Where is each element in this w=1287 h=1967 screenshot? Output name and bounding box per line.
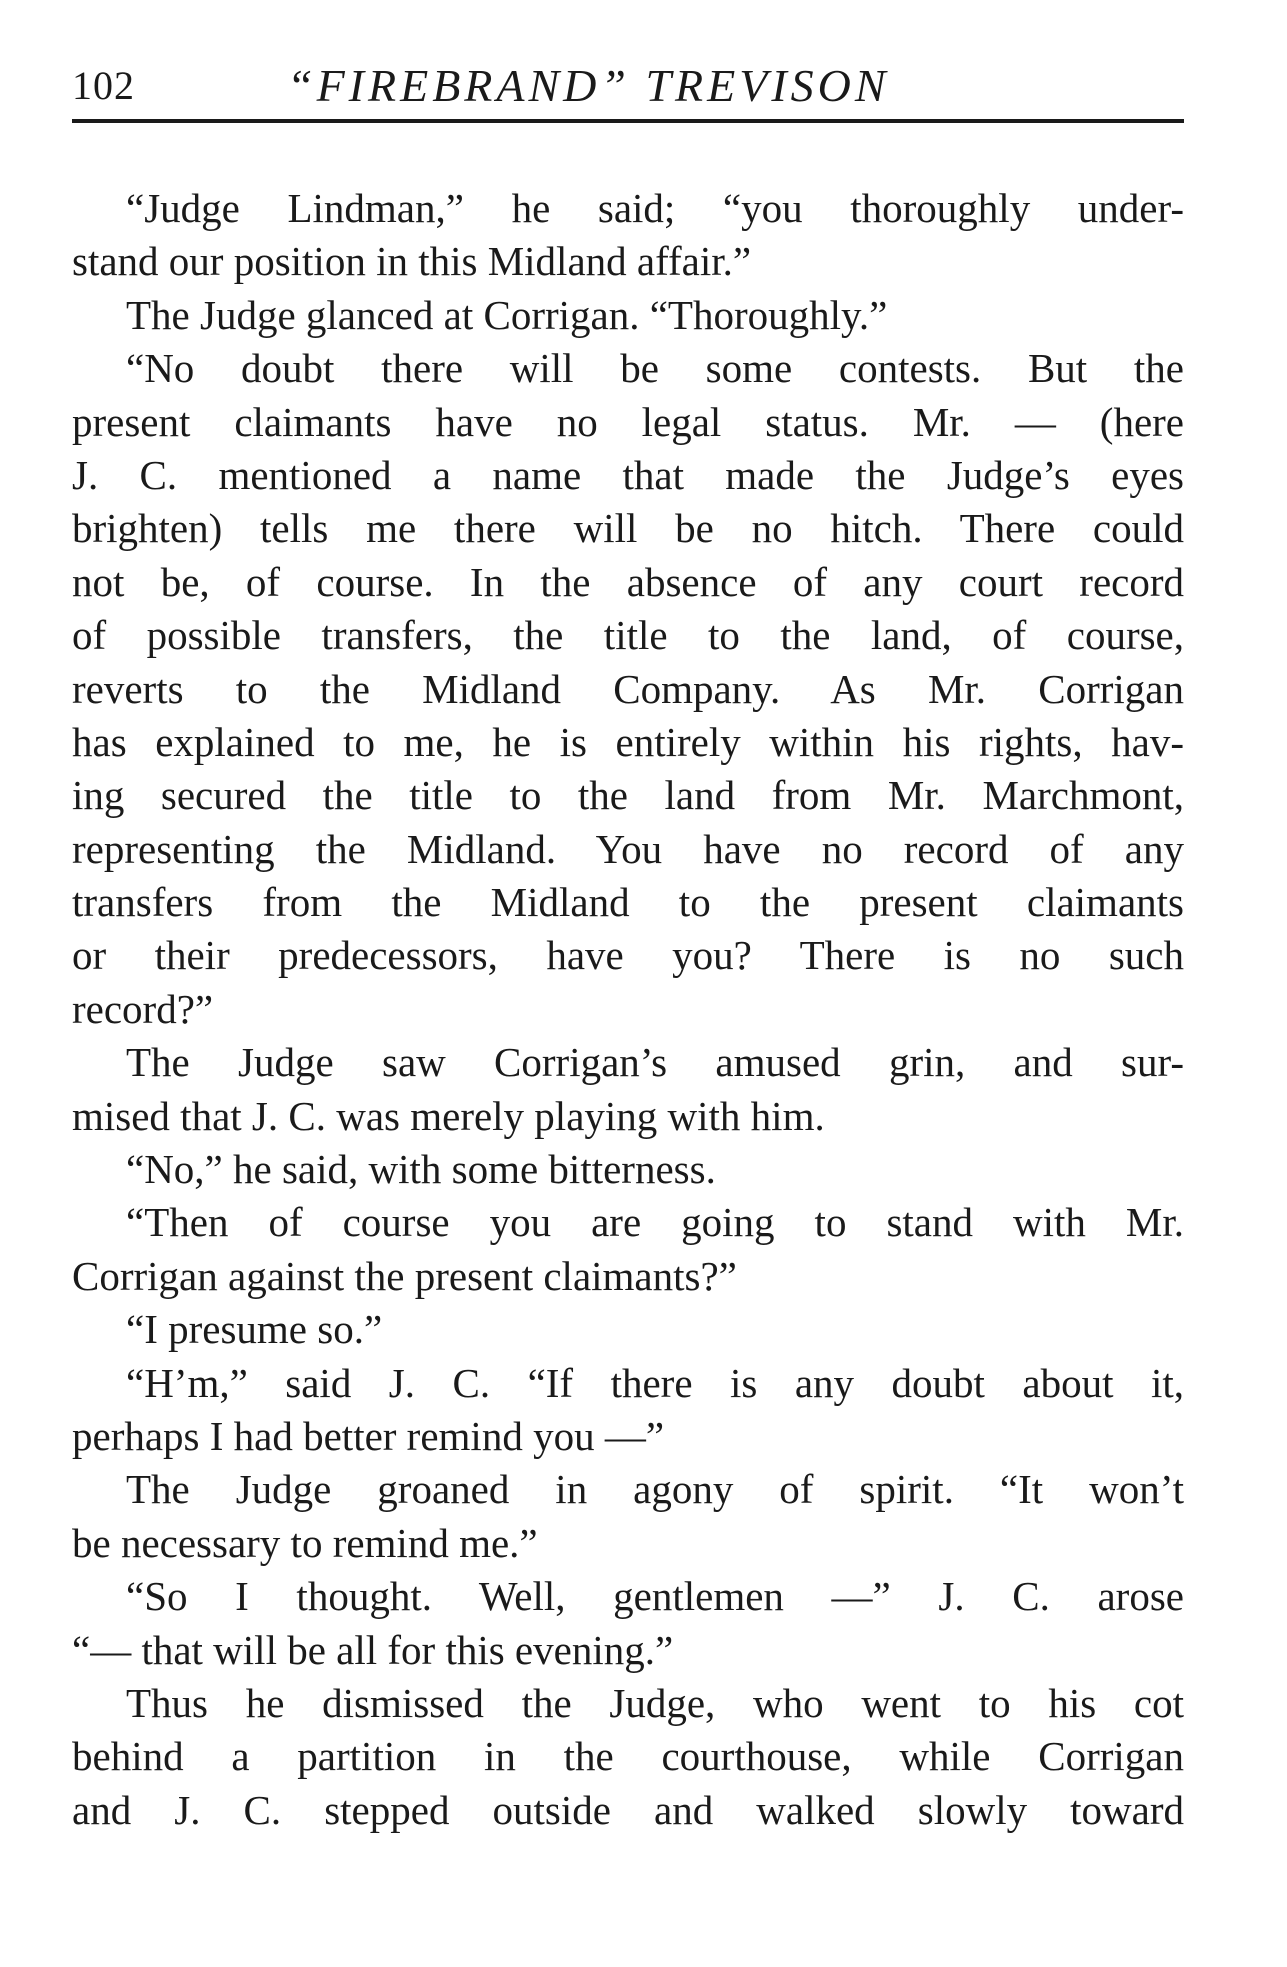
text-line: behind a partition in the courthouse, while Corrigan — [72, 1733, 1184, 1780]
text-line: not be, of course. In the absence of any court record — [72, 558, 1184, 605]
text-line: J. C. mentioned a name that made the Judge’s eyes — [72, 451, 1184, 498]
running-title: “FIREBRAND” TREVISON — [287, 60, 890, 111]
text-line: representing the Midland. You have no record of any — [72, 825, 1184, 872]
text-line: The Judge groaned in agony of spirit. “It won’t — [126, 1466, 1184, 1513]
body-text — [72, 182, 1184, 1837]
text-line: Thus he dismissed the Judge, who went to his cot — [126, 1679, 1184, 1726]
text-line: be necessary to remind me.” — [72, 1519, 538, 1566]
text-line: “No,” he said, with some bitterness. — [126, 1146, 716, 1193]
text-line: ing secured the title to the land from Mr. Marchmont, — [72, 772, 1184, 819]
running-head — [72, 56, 1184, 116]
page-number: 102 — [72, 63, 135, 108]
text-line: “Judge Lindman,” he said; “you thoroughly under- — [126, 185, 1184, 231]
text-line: of possible transfers, the title to the land, of course, — [72, 612, 1184, 659]
text-line: and J. C. stepped outside and walked slowly toward — [72, 1786, 1184, 1833]
text-line: “Then of course you are going to stand with Mr. — [126, 1199, 1184, 1246]
text-line: “I presume so.” — [126, 1306, 383, 1353]
text-line: reverts to the Midland Company. As Mr. Corrigan — [72, 665, 1184, 712]
text-line: has explained to me, he is entirely within his rights, hav- — [72, 718, 1184, 765]
text-line: mised that J. C. was merely playing with him. — [72, 1092, 825, 1139]
text-line: “No doubt there will be some contests. But the — [126, 345, 1184, 392]
text-line: stand our position in this Midland affair.” — [72, 238, 752, 285]
text-line: The Judge saw Corrigan’s amused grin, and sur- — [126, 1039, 1184, 1086]
text-line: “So I thought. Well, gentlemen —” J. C. arose — [126, 1573, 1184, 1620]
text-line: “H’m,” said J. C. “If there is any doubt about it, — [126, 1359, 1184, 1406]
text-line: perhaps I had better remind you —” — [72, 1412, 665, 1459]
text-line: “— that will be all for this evening.” — [72, 1626, 674, 1673]
text-line: transfers from the Midland to the present claimants — [72, 879, 1184, 926]
text-line: The Judge glanced at Corrigan. “Thoroughly.” — [126, 291, 888, 338]
header-rule — [72, 119, 1184, 123]
text-line: or their predecessors, have you? There is no such — [72, 932, 1184, 979]
text-line: brighten) tells me there will be no hitch. There could — [72, 505, 1184, 552]
text-line: record?” — [72, 985, 214, 1032]
text-line: present claimants have no legal status. Mr. — (here — [72, 398, 1184, 445]
text-line: Corrigan against the present claimants?” — [72, 1252, 737, 1299]
